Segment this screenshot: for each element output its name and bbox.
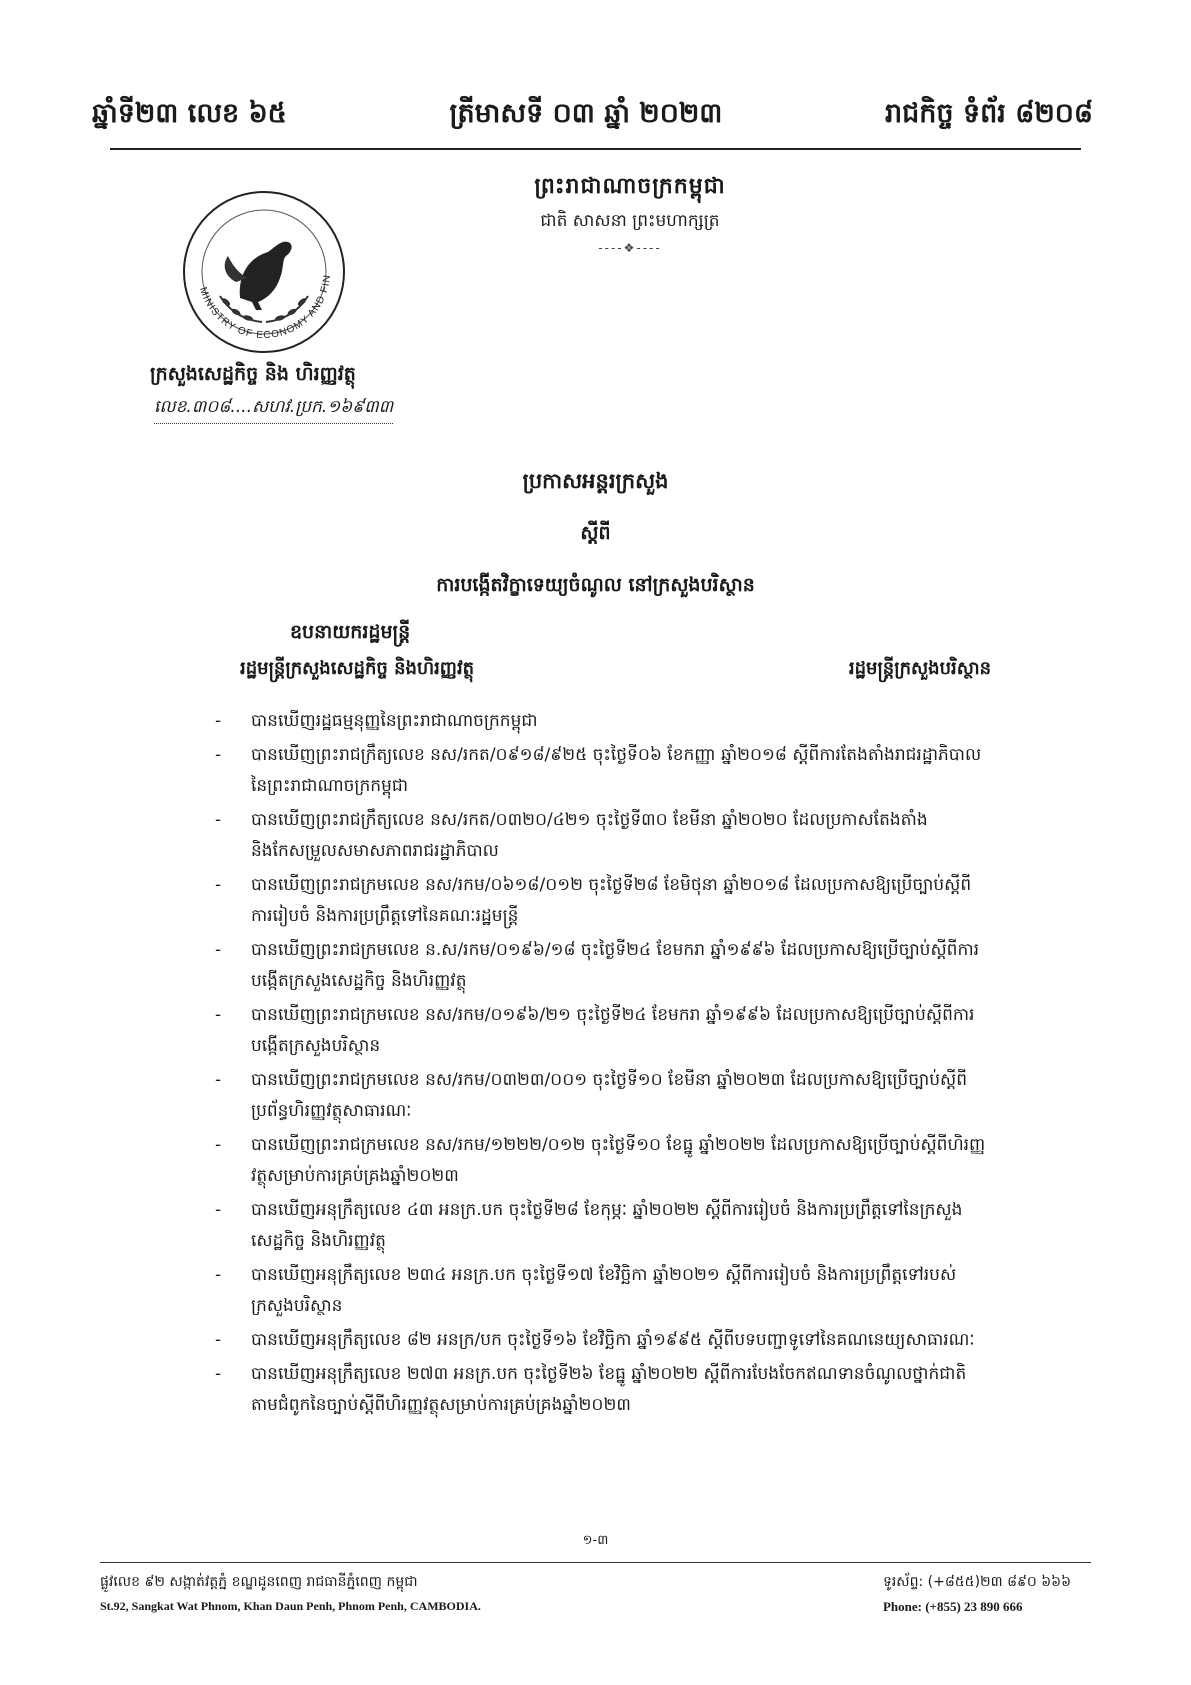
ministry-name: ក្រសួងសេដ្ឋកិច្ច និង ហិរញ្ញវត្ថុ	[150, 363, 356, 385]
list-item: - បានឃើញអនុក្រឹត្យលេខ ៤៣ អនក្រ.បក ចុះថ្ងៃទី២៨ ខែកុម្ភៈ ឆ្នាំ២០២២ ស្តីពីការរៀបចំ និងការប្រព្រឹត្តទៅនៃក្រសួងសេដ្ឋកិច្ច និងហិរញ្ញវត្ថុ	[215, 1200, 963, 1251]
title-about: ស្តីពី	[580, 522, 611, 544]
gazette-header	[92, 92, 1093, 140]
list-item: - បានឃើញរដ្ឋធម្មនុញ្ញនៃព្រះរាជាណាចក្រកម្ពុជា	[215, 711, 538, 731]
deputy-pm-title: ឧបនាយករដ្ឋមន្ត្រី	[290, 621, 411, 643]
considerations-list	[215, 706, 986, 1424]
seal-text: MINISTRY OF ECONOMY AND FIN	[197, 273, 334, 342]
address-english: St.92, Sangkat Wat Phnom, Khan Daun Penh, Phnom Penh, CAMBODIA.	[100, 1599, 481, 1613]
document-title: ប្រកាសអន្តរក្រសួង	[522, 469, 669, 493]
kingdom-name: ព្រះរាជាណាចក្រកម្ពុជា	[534, 174, 726, 199]
seal-graphic	[178, 186, 350, 358]
list-item: - បានឃើញព្រះរាជក្រឹត្យលេខ នស/រកត/០៣២០/៤២១ ចុះថ្ងៃទី៣០ ខែមីនា ឆ្នាំ២០២០ ដែលប្រកាសតែងតាំងនិងកែសម្រួលសមាសភាពរាជរដ្ឋាភិបាល	[215, 810, 928, 861]
minister-titles	[240, 656, 991, 683]
mef-minister-title: រដ្ឋមន្ត្រីក្រសួងសេដ្ឋកិច្ច និងហិរញ្ញវត្ថុ	[240, 658, 475, 679]
footer-address	[100, 1572, 481, 1614]
address-khmer: ផ្លូវលេខ ៩២ សង្កាត់វត្តភ្នំ ខណ្ឌដូនពេញ រាជធានីភ្នំពេញ កម្ពុជា	[100, 1574, 418, 1590]
phone-english: Phone: (+855) 23 890 666	[882, 1599, 1023, 1614]
header-rule	[110, 148, 1081, 150]
list-item: - បានឃើញព្រះរាជក្រមលេខ នស/រកម/០៣២៣/០០១ ចុះថ្ងៃទី១០ ខែមីនា ឆ្នាំ២០២៣ ដែលប្រកាសឱ្យប្រើច្បាប់ស្តីពីប្រព័ន្ធហិរញ្ញវត្ថុសាធារណៈ	[215, 1070, 967, 1121]
gazette-date: ត្រីមាសទី ០៣ ឆ្នាំ ២០២៣	[449, 97, 723, 129]
kingdom-motto: ជាតិ សាសនា ព្រះមហាក្សត្រ	[540, 211, 720, 231]
list-item: - បានឃើញអនុក្រឹត្យលេខ ៨២ អនក្រ/បក ចុះថ្ងៃទី១៦ ខែវិច្ឆិកា ឆ្នាំ១៩៩៥ ស្តីពីបទបញ្ជាទូទៅនៃគណនេយ្យសាធារណៈ	[215, 1330, 975, 1350]
gazette-year-issue: ឆ្នាំទី២៣ លេខ ៦៥	[92, 97, 287, 129]
list-item: - បានឃើញព្រះរាជក្រមលេខ នស/រកម/០១៩៦/២១ ចុះថ្ងៃទី២៤ ខែមករា ឆ្នាំ១៩៩៦ ដែលប្រកាសឱ្យប្រើច្បាប់ស្តីពីការបង្កើតក្រសួងបរិស្ថាន	[215, 1005, 975, 1056]
kingdom-ornament: ----❖----	[598, 241, 662, 255]
footer-phone	[883, 1572, 1071, 1615]
list-item: - បានឃើញព្រះរាជក្រមលេខ នស/រកម/១២២២/០១២ ចុះថ្ងៃទី១០ ខែធ្នូ ឆ្នាំ២០២២ ដែលប្រកាសឱ្យប្រើច្បាប់ស្តីពីហិរញ្ញវត្ថុសម្រាប់ការគ្រប់គ្រងឆ្នាំ២០២៣	[215, 1135, 986, 1186]
document-subject: ការបង្កើតវិក្ខាទេយ្យចំណូល នៅក្រសួងបរិស្ថាន	[436, 574, 755, 596]
footer-rule	[100, 1562, 1091, 1563]
title-block	[200, 468, 991, 601]
kingdom-block	[430, 172, 830, 255]
gazette-page-ref: រាជកិច្ច ទំព័រ ៨២០៨	[885, 97, 1093, 129]
phone-khmer: ទូរស័ព្ទ: (+៨៥៥)២៣ ៨៩០ ៦៦៦	[882, 1574, 1071, 1590]
page-number: ១-៣	[582, 1533, 609, 1548]
list-item: - បានឃើញអនុក្រឹត្យលេខ ២៧៣ អនក្រ.បក ចុះថ្ងៃទី២៦ ខែធ្នូ ឆ្នាំ២០២២ ស្តីពីការបែងចែកឥណទានចំណូលថ្នាក់ជាតិតាមជំពូកនៃច្បាប់ស្តីពីហិរញ្ញវត្ថុសម្រាប់ការគ្រប់គ្រងឆ្នាំ២០២៣	[215, 1364, 967, 1415]
list-item: - បានឃើញព្រះរាជក្រមលេខ ន.ស/រកម/០១៩៦/១៨ ចុះថ្ងៃទី២៤ ខែមករា ឆ្នាំ១៩៩៦ ដែលប្រកាសឱ្យប្រើច្បាប់ស្តីពីការបង្កើតក្រសួងសេដ្ឋកិច្ច និងហិរញ្ញវត្ថុ	[215, 940, 980, 991]
moe-minister-title: រដ្ឋមន្ត្រីក្រសួងបរិស្ថាន	[848, 658, 991, 679]
reference-number: លេខ.៣០៨....សហវ.ប្រក.១៦៩៣៣	[154, 396, 393, 424]
list-item: - បានឃើញអនុក្រឹត្យលេខ ២៣៤ អនក្រ.បក ចុះថ្ងៃទី១៧ ខែវិច្ឆិកា ឆ្នាំ២០២១ ស្តីពីការរៀបចំ និងការប្រព្រឹត្តទៅរបស់ក្រសួងបរិស្ថាន	[215, 1265, 957, 1316]
list-item: - បានឃើញព្រះរាជក្រឹត្យលេខ នស/រកត/០៩១៨/៩២៥ ចុះថ្ងៃទី០៦ ខែកញ្ញា ឆ្នាំ២០១៨ ស្តីពីការតែងតាំងរាជរដ្ឋាភិបាលនៃព្រះរាជាណាចក្រកម្ពុជា	[215, 745, 982, 796]
signatories	[240, 620, 991, 683]
list-item: - បានឃើញព្រះរាជក្រមលេខ នស/រកម/០៦១៨/០១២ ចុះថ្ងៃទី២៨ ខែមិថុនា ឆ្នាំ២០១៨ ដែលប្រកាសឱ្យប្រើច្បាប់ស្តីពីការរៀបចំ និងការប្រព្រឹត្តទៅនៃគណៈរដ្ឋមន្ត្រី	[215, 875, 972, 926]
ministry-seal-icon	[178, 186, 350, 358]
